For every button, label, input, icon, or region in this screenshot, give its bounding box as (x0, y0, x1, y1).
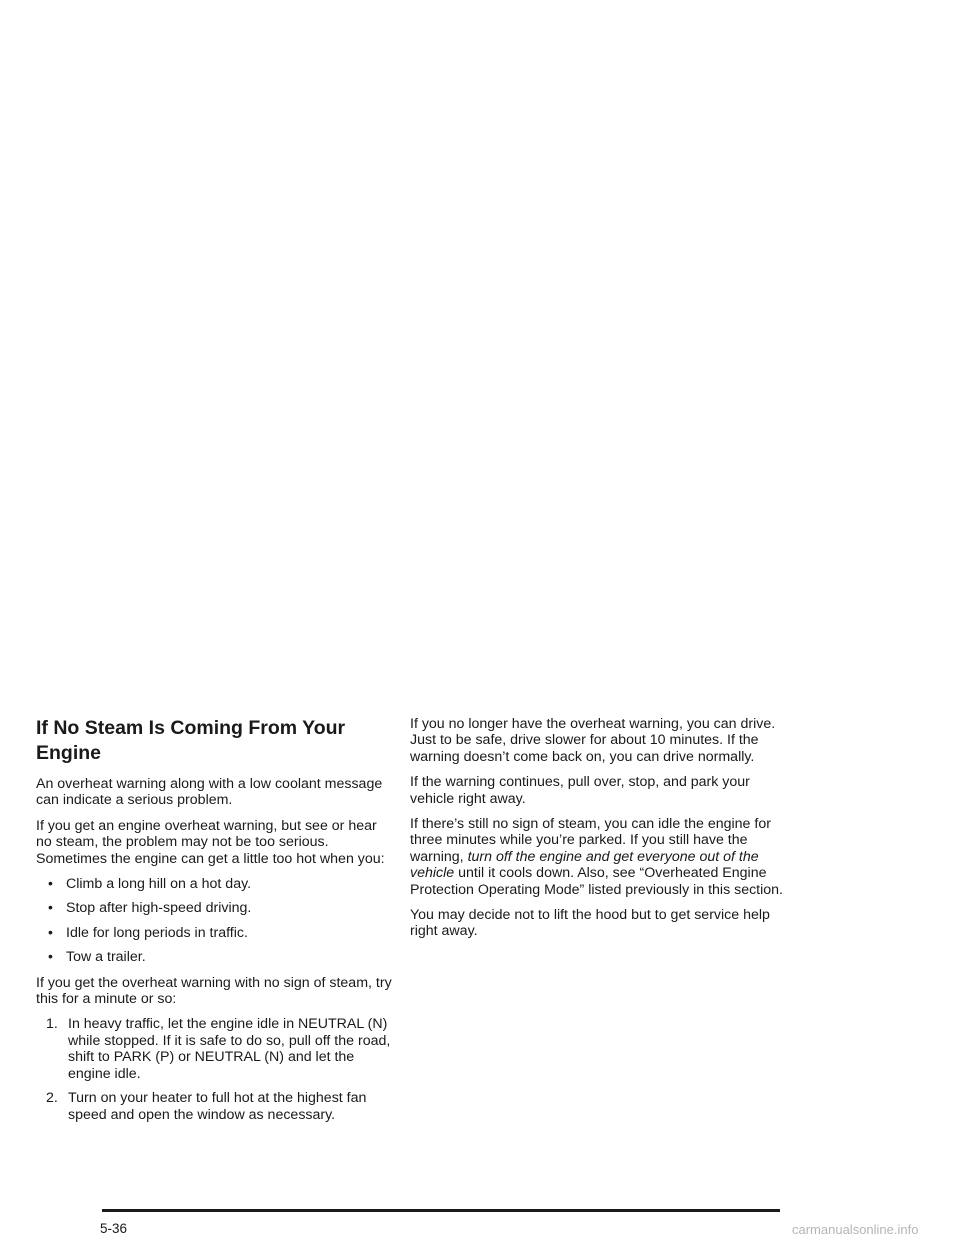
paragraph-no-longer-warning: If you no longer have the overheat warning, you can drive. Just to be safe, drive slower for about 10 minutes. If the warning doesn’t come back on, you can drive normally. (410, 716, 776, 765)
page-number: 5-36 (100, 1221, 128, 1236)
paragraph-service-help: You may decide not to lift the hood but to get service help right away. (410, 907, 770, 940)
bullet-icon: • (48, 948, 53, 965)
overheat-causes-list (36, 876, 396, 966)
list-item: • Stop after high-speed driving. (48, 899, 252, 917)
step-text: In heavy traffic, let the engine idle in NEUTRAL (N) while stopped. If it is safe to do so, pull off the road, shift to PARK (P) or NEUTRAL (N) and let the engine idle. (68, 1016, 391, 1082)
emphasis-turn-off-engine: turn off the engine and get everyone out of the vehicle (410, 848, 759, 882)
paragraph-try-this: If you get the overheat warning with no sign of steam, try this for a minute or so: (36, 974, 392, 1008)
bullet-icon: • (48, 875, 53, 892)
paragraph-idle-engine: If there’s still no sign of steam, you can idle the engine for three minutes while you’re parked. If you still have the warning, turn off the engine and get everyone out of the vehicle until it cools down. Also, see “Overheated Engine Protection Operating Mode” listed previously in this section. (410, 816, 783, 898)
steps-list (36, 1016, 396, 1122)
paragraph-coolant-warning: An overheat warning along with a low coolant message can indicate a serious problem. (36, 776, 383, 809)
section-heading: If No Steam Is Coming From Your Engine (36, 717, 346, 764)
footer-rule (102, 1209, 780, 1212)
step-number: 1. (46, 1016, 58, 1033)
paragraph-warning-continues: If the warning continues, pull over, stop, and park your vehicle right away. (410, 774, 750, 807)
right-column (410, 716, 790, 949)
step-item (46, 1016, 396, 1082)
watermark: carmanualsonline.info (792, 1222, 919, 1237)
step-number: 2. (46, 1090, 58, 1107)
bullet-icon: • (48, 899, 53, 916)
list-item: • Climb a long hill on a hot day. (48, 875, 252, 893)
step-text: Turn on your heater to full hot at the highest fan speed and open the window as necessary. (68, 1090, 367, 1123)
left-column (36, 716, 396, 1131)
paragraph-no-steam: If you get an engine overheat warning, but see or hear no steam, the problem may not be too serious. Sometimes the engine can get a little too hot when you: (36, 817, 385, 867)
list-item: • Tow a trailer. (48, 948, 146, 966)
step-item (46, 1090, 396, 1123)
bullet-icon: • (48, 923, 53, 940)
list-item: • Idle for long periods in traffic. (48, 923, 248, 941)
